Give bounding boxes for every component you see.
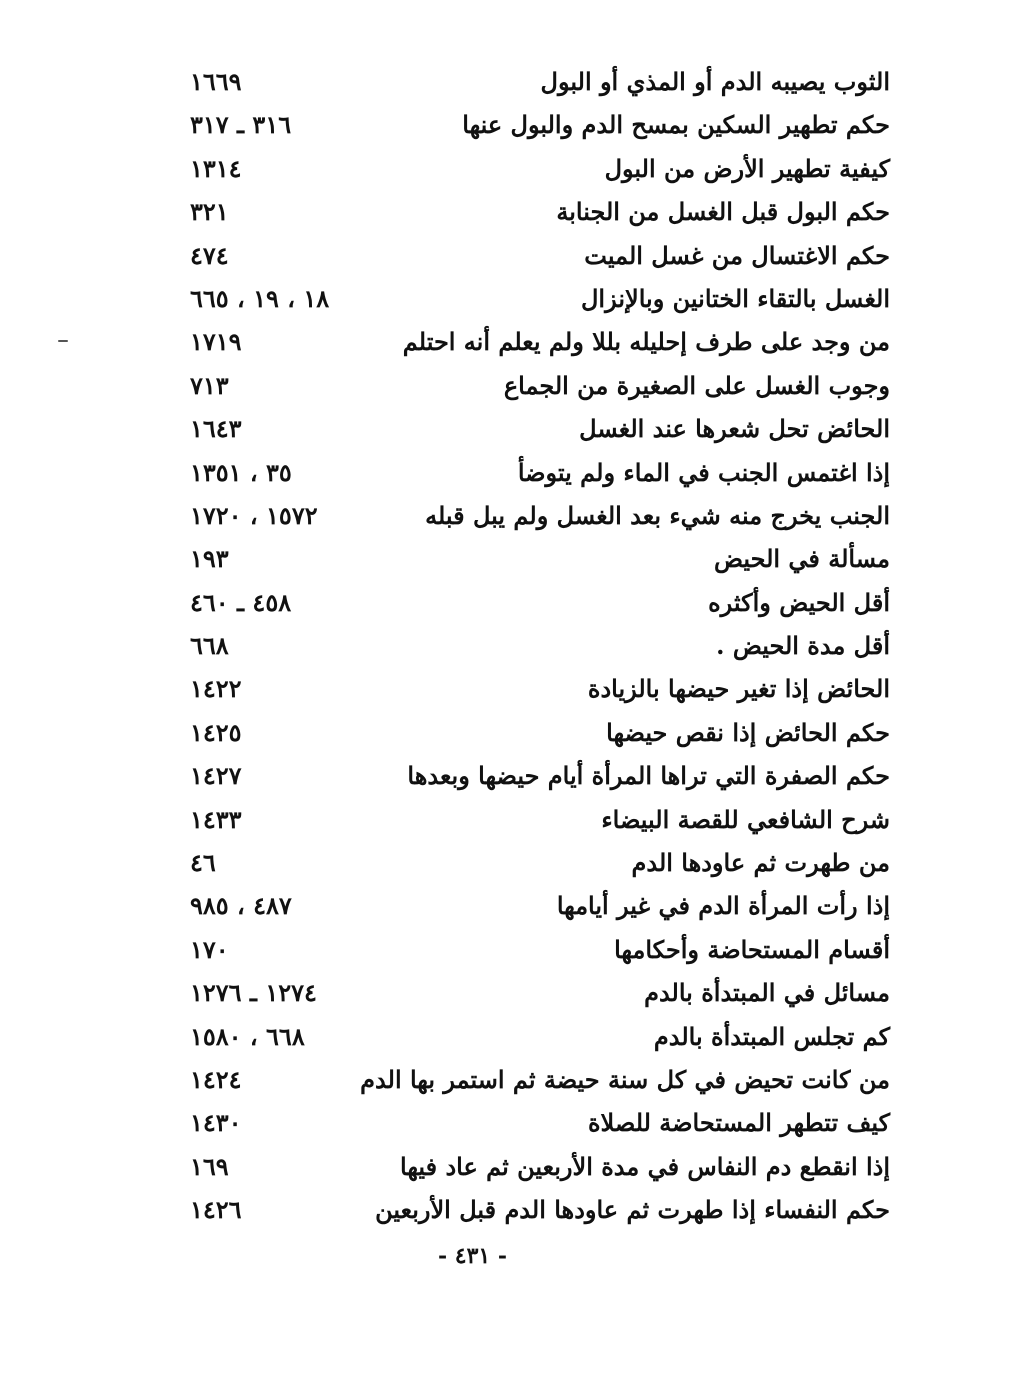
entry-topic: كيف تتطهر المستحاضة للصلاة (587, 1108, 890, 1138)
entry-topic: من كانت تحيض في كل سنة حيضة ثم استمر بها الدم (360, 1064, 890, 1094)
index-entry (150, 841, 910, 884)
entry-page-refs: ١٦٩ (190, 1151, 229, 1181)
index-entry (150, 928, 910, 971)
entry-page-refs: ٤٥٨ ـ ٤٦٠ (190, 587, 292, 617)
index-entry (150, 1101, 910, 1144)
scan-speck (58, 340, 68, 342)
entry-topic: حكم الاغتسال من غسل الميت (584, 240, 890, 270)
index-entry (150, 234, 910, 277)
entry-topic: مسائل في المبتدأة بالدم (644, 978, 890, 1008)
index-entry (150, 971, 910, 1014)
entry-topic: من وجد على طرف إحليله بللا ولم يعلم أنه احتلم (402, 327, 890, 357)
entry-topic: كم تجلس المبتدأة بالدم (653, 1021, 890, 1051)
index-entry (150, 60, 910, 103)
entry-page-refs: ١٦٤٣ (190, 414, 242, 444)
index-entry (150, 103, 910, 146)
entry-topic: مسألة في الحيض (713, 544, 890, 574)
index-entry (150, 581, 910, 624)
index-entries-list (150, 60, 910, 1232)
entry-page-refs: ٧١٣ (190, 370, 229, 400)
entry-page-refs: ٤٦ (190, 848, 216, 878)
entry-page-refs: ١٤٢٦ (190, 1195, 242, 1225)
index-entry (150, 1145, 910, 1188)
entry-topic: أقسام المستحاضة وأحكامها (614, 934, 890, 964)
entry-topic: الجنب يخرج منه شيء بعد الغسل ولم يبل قبله (425, 500, 890, 530)
index-entry (150, 1188, 910, 1231)
index-entry (150, 364, 910, 407)
entry-page-refs: ٣٥ ، ١٣٥١ (190, 457, 292, 487)
entry-topic: حكم البول قبل الغسل من الجنابة (556, 197, 890, 227)
entry-page-refs: ٤٨٧ ، ٩٨٥ (190, 891, 292, 921)
entry-page-refs: ١٤٢٤ (190, 1064, 242, 1094)
entry-topic: الثوب يصيبه الدم أو المذي أو البول (540, 67, 890, 96)
entry-page-refs: ١٤٢٧ (190, 761, 242, 791)
entry-topic: إذا انقطع دم النفاس في مدة الأربعين ثم عاد فيها (400, 1151, 890, 1181)
index-entry (150, 451, 910, 494)
entry-page-refs: ١٢٧٤ ـ ١٢٧٦ (190, 978, 317, 1008)
index-entry (150, 1015, 910, 1058)
index-entry (150, 754, 910, 797)
entry-topic: إذا اغتمس الجنب في الماء ولم يتوضأ (517, 457, 890, 487)
entry-page-refs: ١٨ ، ١٩ ، ٦٦٥ (190, 283, 330, 313)
entry-page-refs: ١٣١٤ (190, 153, 242, 183)
index-entry (150, 147, 910, 190)
index-entry (150, 320, 910, 363)
entry-page-refs: ١٤٣٠ (190, 1108, 242, 1138)
entry-page-refs: ١٩٣ (190, 544, 229, 574)
entry-page-refs: ١٤٢٥ (190, 717, 242, 747)
index-entry (150, 667, 910, 710)
entry-page-refs: ٦٦٨ (190, 631, 229, 661)
entry-topic: حكم تطهير السكين بمسح الدم والبول عنها (462, 110, 890, 140)
entry-page-refs: ٦٦٨ ، ١٥٨٠ (190, 1021, 305, 1051)
index-entry (150, 798, 910, 841)
entry-topic: كيفية تطهير الأرض من البول (604, 153, 890, 183)
entry-page-refs: ١٧١٩ (190, 327, 242, 357)
entry-topic: حكم النفساء إذا طهرت ثم عاودها الدم قبل الأربعين (375, 1195, 890, 1225)
entry-page-refs: ١٤٣٣ (190, 804, 242, 834)
entry-page-refs: ٣١٦ ـ ٣١٧ (190, 110, 292, 140)
index-entry (150, 1058, 910, 1101)
index-entry (150, 537, 910, 580)
entry-page-refs: ١٥٧٢ ، ١٧٢٠ (190, 500, 318, 530)
index-entry (150, 494, 910, 537)
entry-topic: إذا رأت المرأة الدم في غير أيامها (556, 891, 890, 921)
index-entry (150, 884, 910, 927)
entry-page-refs: ١٦٦٩ (190, 67, 242, 96)
entry-topic: أقل مدة الحيض . (716, 631, 890, 661)
entry-topic: حكم الحائض إذا نقص حيضها (606, 717, 890, 747)
index-entry (150, 711, 910, 754)
entry-topic: الحائض تحل شعرها عند الغسل (579, 414, 890, 444)
index-entry (150, 190, 910, 233)
entry-topic: شرح الشافعي للقصة البيضاء (601, 804, 890, 834)
entry-topic: وجوب الغسل على الصغيرة من الجماع (503, 370, 890, 400)
entry-topic: الحائض إذا تغير حيضها بالزيادة (587, 674, 890, 704)
entry-page-refs: ١٧٠ (190, 934, 229, 964)
entry-page-refs: ٣٢١ (190, 197, 229, 227)
entry-topic: الغسل بالتقاء الختانين وبالإنزال (580, 283, 890, 313)
entry-page-refs: ١٤٢٢ (190, 674, 242, 704)
page-number: - ٤٣١ - (437, 1243, 508, 1269)
entry-topic: من طهرت ثم عاودها الدم (631, 848, 890, 878)
index-entry (150, 624, 910, 667)
index-entry (150, 407, 910, 450)
entry-topic: أقل الحيض وأكثره (708, 587, 890, 617)
entry-topic: حكم الصفرة التي تراها المرأة أيام حيضها وبعدها (407, 761, 890, 791)
entry-page-refs: ٤٧٤ (190, 240, 229, 270)
index-entry (150, 277, 910, 320)
